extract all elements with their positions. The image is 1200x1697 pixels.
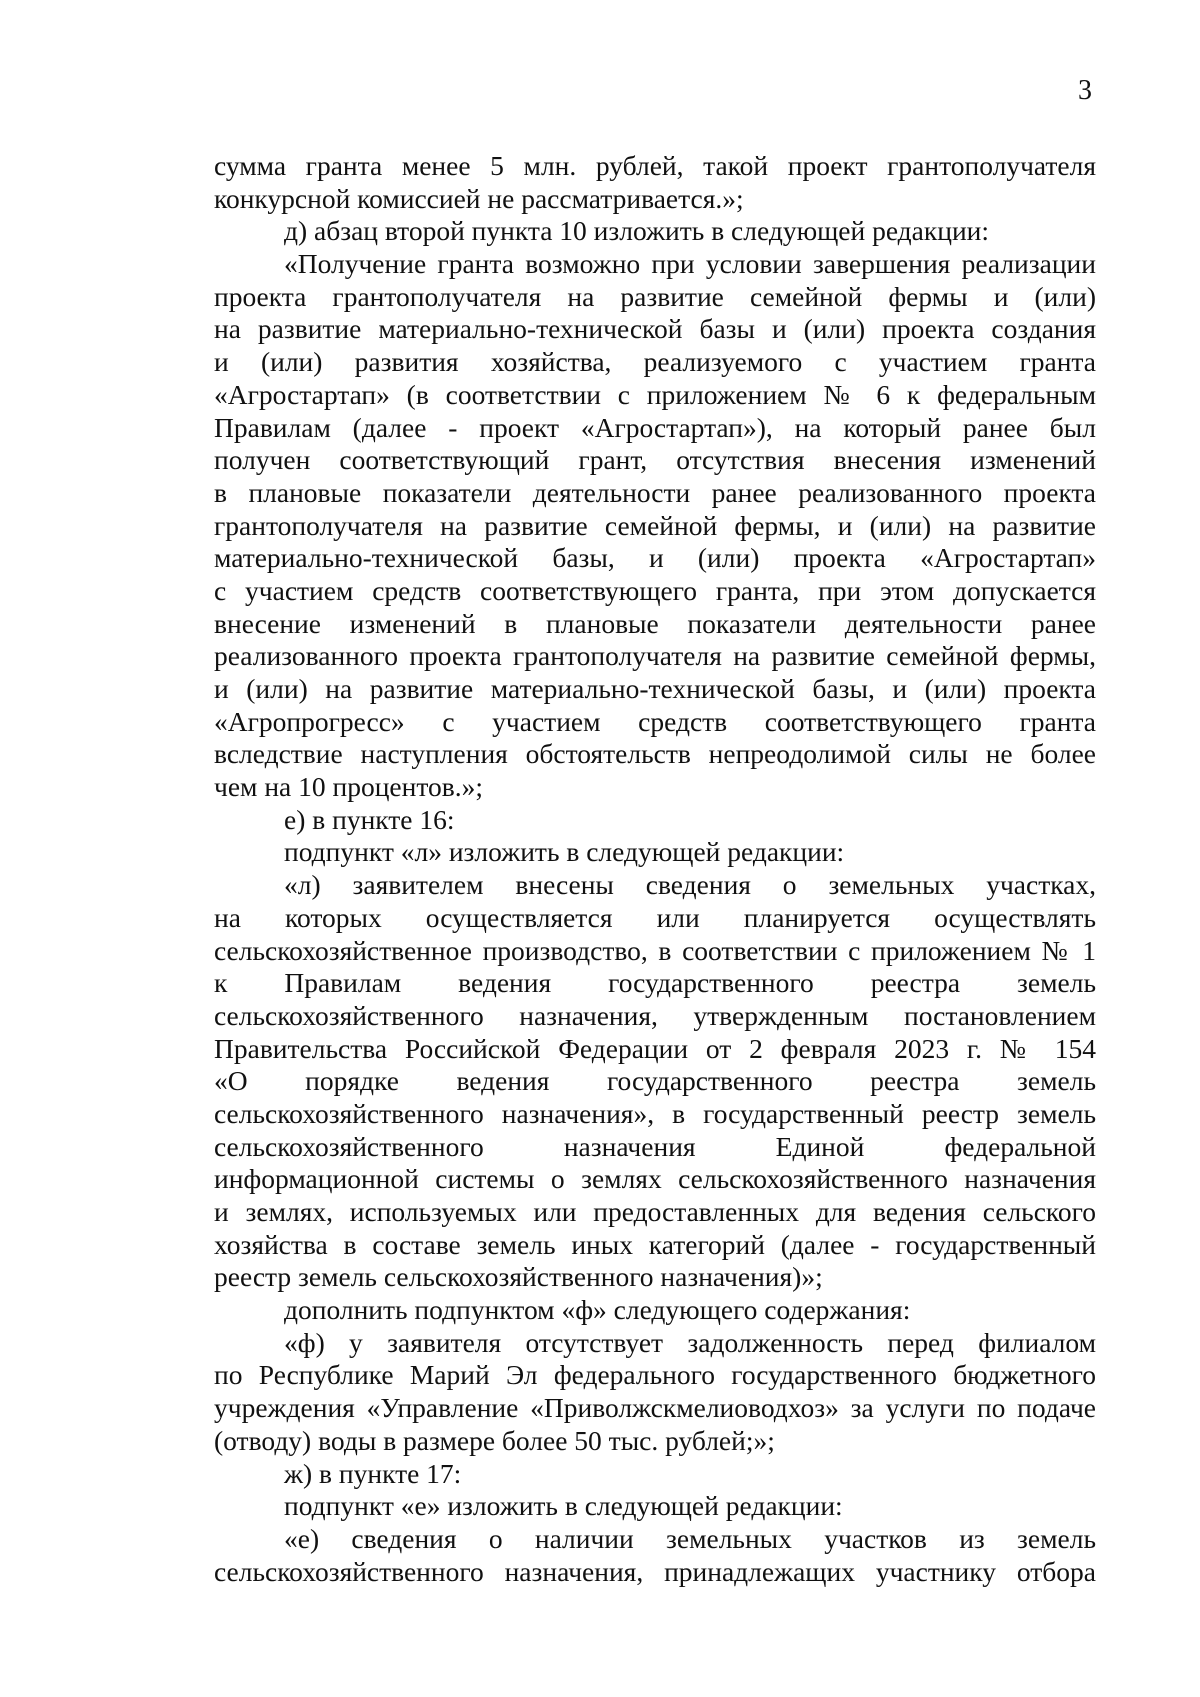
text-line: «О порядке ведения государственного реестра земель (214, 1065, 1096, 1097)
text-line: получен соответствующий грант, отсутствия внесения изменений (214, 444, 1096, 476)
text-line: подпункт «е» изложить в следующей редакции: (284, 1490, 843, 1522)
text-line: «л) заявителем внесены сведения о земельных участках, (284, 869, 1096, 901)
text-line: «Агростартап» (в соответствии с приложением № 6 к федеральным (214, 378, 1096, 410)
text-line: сумма гранта менее 5 млн. рублей, такой проект грантополучателя (214, 150, 1096, 181)
text-line: на развитие материально-технической базы и (или) проекта создания (214, 313, 1096, 345)
text-line: учреждения «Управление «Приволжскмелиоводхоз» за услуги по подаче (214, 1392, 1096, 1424)
text-line: чем на 10 процентов.»; (214, 771, 483, 803)
text-line: сельскохозяйственного назначения, утвержденным постановлением (214, 999, 1096, 1031)
text-line: хозяйства в составе земель иных категорий (далее - государственный (214, 1228, 1096, 1260)
text-line: д) абзац второй пункта 10 изложить в следующей редакции: (284, 215, 990, 247)
text-line: и землях, используемых или предоставленных для ведения сельского (214, 1196, 1096, 1227)
text-line: дополнить подпунктом «ф» следующего содержания: (284, 1294, 911, 1326)
text-line: ж) в пункте 17: (284, 1457, 462, 1489)
text-line: сельскохозяйственного назначения Единой федеральной (214, 1130, 1096, 1162)
text-line: «Агропрогресс» с участием средств соответствующего гранта (214, 705, 1096, 737)
text-line: в плановые показатели деятельности ранее реализованного проекта (214, 476, 1096, 508)
text-line: и (или) на развитие материально-технической базы, и (или) проекта (214, 673, 1096, 704)
text-line: внесение изменений в плановые показатели деятельности ранее (214, 607, 1096, 639)
text-line: с участием средств соответствующего гранта, при этом допускается (214, 574, 1096, 606)
text-line: реестр земель сельскохозяйственного назначения)»; (214, 1261, 823, 1293)
text-line: на которых осуществляется или планируется осуществлять (214, 901, 1096, 933)
text-line: конкурсной комиссией не рассматривается.»; (214, 182, 744, 214)
text-line: материально-технической базы, и (или) проекта «Агростартап» (214, 542, 1096, 574)
text-line: «ф) у заявителя отсутствует задолженность перед филиалом (284, 1326, 1096, 1358)
page-number: 3 (1078, 75, 1092, 106)
text-line: «е) сведения о наличии земельных участков из земель (284, 1522, 1096, 1554)
text-line: сельскохозяйственное производство, в соответствии с приложением № 1 (214, 934, 1096, 966)
document-body (214, 150, 1096, 1588)
text-line: реализованного проекта грантополучателя на развитие семейной фермы, (214, 640, 1096, 672)
text-line: «Получение гранта возможно при условии завершения реализации (284, 248, 1096, 280)
text-line: грантополучателя на развитие семейной фермы, и (или) на развитие (214, 509, 1096, 541)
text-line: проекта грантополучателя на развитие семейной фермы и (или) (214, 280, 1096, 312)
text-line: к Правилам ведения государственного реестра земель (214, 967, 1096, 999)
text-line: Правилам (далее - проект «Агростартап»), на который ранее был (214, 411, 1096, 443)
text-line: вследствие наступления обстоятельств непреодолимой силы не более (214, 738, 1096, 770)
text-line: сельскохозяйственного назначения, принадлежащих участнику отбора (214, 1555, 1096, 1587)
text-line: и (или) развития хозяйства, реализуемого с участием гранта (214, 346, 1096, 378)
text-line: (отводу) воды в размере более 50 тыс. рублей;»; (214, 1424, 775, 1456)
text-line: е) в пункте 16: (284, 803, 455, 835)
text-line: по Республике Марий Эл федерального государственного бюджетного (214, 1359, 1096, 1391)
text-line: информационной системы о землях сельскохозяйственного назначения (214, 1163, 1096, 1195)
text-line: подпункт «л» изложить в следующей редакции: (284, 836, 845, 868)
text-line: Правительства Российской Федерации от 2 февраля 2023 г. № 154 (214, 1032, 1096, 1064)
text-line: сельскохозяйственного назначения», в государственный реестр земель (214, 1097, 1096, 1129)
